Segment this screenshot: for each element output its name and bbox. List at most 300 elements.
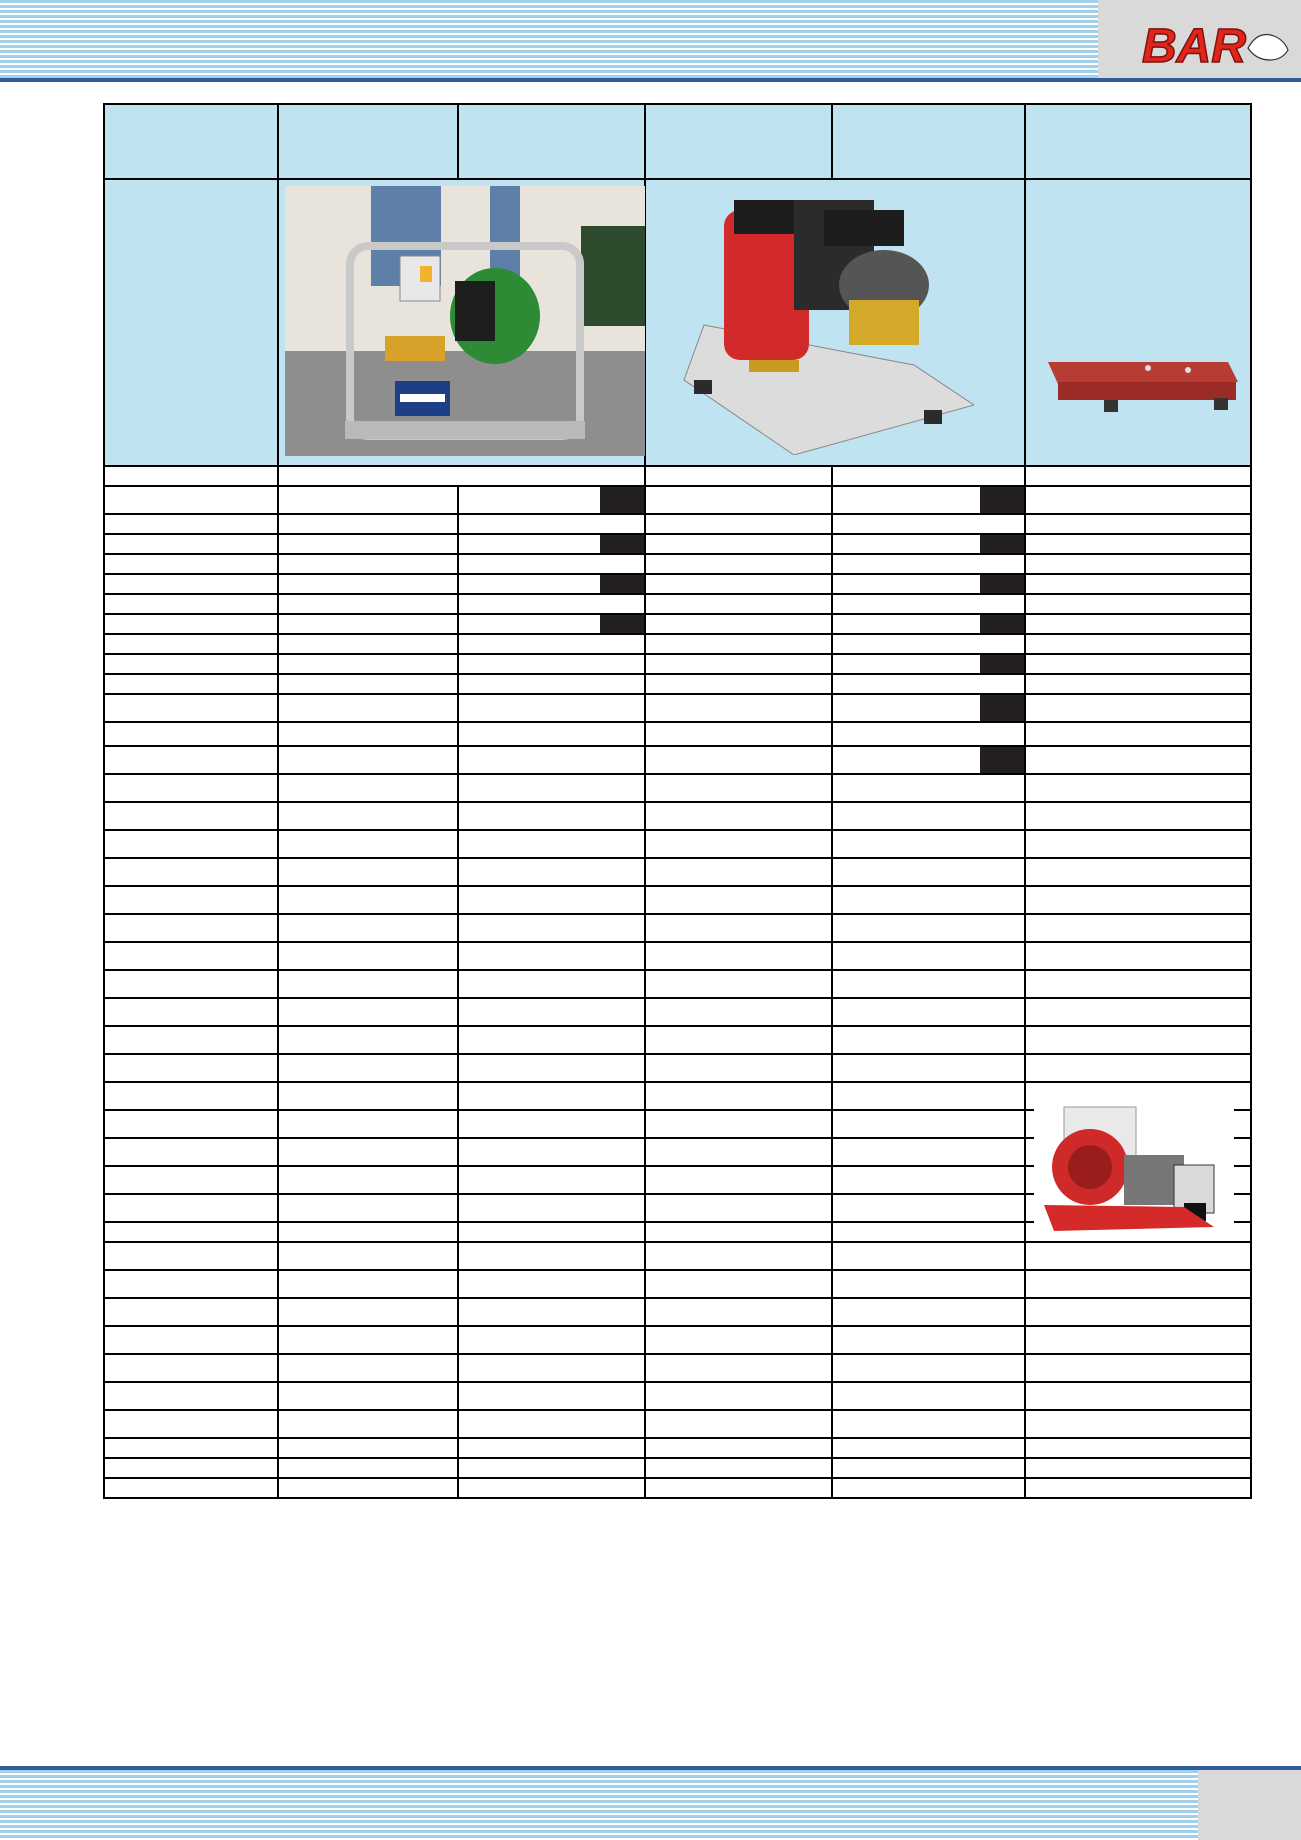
table-cell	[645, 774, 832, 802]
table-cell	[832, 1382, 1025, 1410]
table-cell	[278, 858, 458, 886]
table-cell	[1025, 1438, 1251, 1458]
unit1-photo-cell	[278, 179, 645, 466]
table-row	[104, 802, 1251, 830]
table-cell	[458, 654, 645, 674]
table-cell	[645, 574, 832, 594]
table-cell	[458, 942, 645, 970]
table-row	[104, 1270, 1251, 1298]
table-cell	[104, 998, 278, 1026]
table-cell	[278, 1110, 458, 1138]
header-cell	[1025, 104, 1251, 179]
table-cell	[278, 594, 458, 614]
table-row	[104, 1410, 1251, 1438]
table-cell	[104, 514, 278, 534]
table-cell	[645, 1458, 832, 1478]
table-row	[104, 746, 1251, 774]
table-cell	[1025, 746, 1251, 774]
table-cell	[104, 466, 278, 486]
table-cell	[458, 1458, 645, 1478]
table-cell	[645, 554, 832, 574]
dark-marker-cell	[980, 747, 1024, 773]
table-row	[104, 886, 1251, 914]
table-cell	[278, 1270, 458, 1298]
table-cell	[458, 746, 645, 774]
table-cell	[104, 830, 278, 858]
table-row	[104, 914, 1251, 942]
table-row	[104, 1478, 1251, 1498]
logo-text: BAR	[1142, 20, 1246, 73]
table-cell	[458, 1298, 645, 1326]
table-cell	[458, 1438, 645, 1458]
table-cell	[1025, 534, 1251, 554]
table-cell	[104, 1082, 278, 1110]
table-cell	[832, 1298, 1025, 1326]
dark-marker-cell	[980, 535, 1024, 553]
table-cell	[278, 1298, 458, 1326]
table-cell	[278, 574, 458, 594]
table-cell	[1025, 1382, 1251, 1410]
table-cell	[645, 1054, 832, 1082]
table-cell	[458, 970, 645, 998]
table-cell	[458, 1354, 645, 1382]
table-cell	[1025, 1242, 1251, 1270]
table-cell	[458, 858, 645, 886]
table-cell	[1025, 634, 1251, 654]
table-cell	[458, 1110, 645, 1138]
table-cell	[832, 674, 1025, 694]
table-cell	[645, 1166, 832, 1194]
table-cell	[104, 1298, 278, 1326]
table-cell	[645, 634, 832, 654]
table-cell	[832, 574, 1025, 594]
unit3-photo-cell	[1025, 179, 1251, 466]
header-cell	[645, 104, 832, 179]
dark-marker-cell	[600, 487, 644, 513]
table-row	[104, 1354, 1251, 1382]
table-cell	[458, 634, 645, 654]
table-cell	[458, 802, 645, 830]
table-cell	[1025, 694, 1251, 722]
diesel-pressure-washer-frame-photo	[285, 186, 645, 456]
table-cell	[1025, 594, 1251, 614]
table-cell	[104, 1194, 278, 1222]
table-cell	[278, 1242, 458, 1270]
table-cell	[645, 722, 832, 746]
table-cell	[278, 998, 458, 1026]
dark-marker-cell	[980, 655, 1024, 673]
table-row	[104, 534, 1251, 554]
table-cell	[278, 634, 458, 654]
unit4-photo-box	[1034, 1095, 1234, 1240]
table-cell	[278, 1410, 458, 1438]
table-cell	[104, 1478, 278, 1498]
table-cell	[645, 830, 832, 858]
table-cell	[645, 654, 832, 674]
table-cell	[832, 1026, 1025, 1054]
table-cell	[832, 1054, 1025, 1082]
table-cell	[1025, 970, 1251, 998]
table-cell	[104, 1382, 278, 1410]
table-cell	[104, 914, 278, 942]
table-cell	[832, 1242, 1025, 1270]
table-cell	[832, 1166, 1025, 1194]
table-cell	[645, 1410, 832, 1438]
table-row	[104, 774, 1251, 802]
table-cell	[104, 746, 278, 774]
table-cell	[104, 614, 278, 634]
table-cell	[458, 554, 645, 574]
table-cell	[458, 998, 645, 1026]
top-stripe-band	[0, 0, 1098, 78]
table-cell	[458, 594, 645, 614]
table-row	[104, 722, 1251, 746]
table-cell	[458, 1054, 645, 1082]
table-cell	[645, 1298, 832, 1326]
table-cell	[458, 1026, 645, 1054]
table-cell	[458, 1382, 645, 1410]
table-row	[104, 554, 1251, 574]
table-cell	[278, 614, 458, 634]
table-cell	[458, 534, 645, 554]
table-row	[104, 486, 1251, 514]
table-cell	[278, 1354, 458, 1382]
table-cell	[278, 746, 458, 774]
dark-marker-cell	[980, 615, 1024, 633]
table-cell	[104, 674, 278, 694]
unit2-photo-cell	[645, 179, 1025, 466]
bottom-stripe-band	[0, 1770, 1198, 1840]
table-row	[104, 1054, 1251, 1082]
table-cell	[832, 1110, 1025, 1138]
table-cell	[458, 830, 645, 858]
table-cell	[832, 802, 1025, 830]
table-cell	[645, 746, 832, 774]
table-cell	[104, 774, 278, 802]
table-cell	[645, 914, 832, 942]
table-cell	[278, 1326, 458, 1354]
table-cell	[458, 614, 645, 634]
polar-bear-icon	[1248, 35, 1288, 61]
table-cell	[1025, 942, 1251, 970]
table-cell	[458, 1166, 645, 1194]
table-cell	[645, 1222, 832, 1242]
table-cell	[278, 970, 458, 998]
table-cell	[104, 594, 278, 614]
table-cell	[1025, 1054, 1251, 1082]
table-cell	[458, 1138, 645, 1166]
header-cell	[832, 104, 1025, 179]
table-cell	[104, 694, 278, 722]
table-cell	[458, 1242, 645, 1270]
image-row-label-cell	[104, 179, 278, 466]
table-cell	[458, 514, 645, 534]
header-cell	[458, 104, 645, 179]
dark-marker-cell	[980, 487, 1024, 513]
table-cell	[104, 970, 278, 998]
table-cell	[104, 554, 278, 574]
table-cell	[1025, 514, 1251, 534]
table-cell	[645, 1478, 832, 1498]
table-cell	[278, 1054, 458, 1082]
table-cell	[458, 1326, 645, 1354]
table-row	[104, 970, 1251, 998]
table-cell	[1025, 654, 1251, 674]
table-cell	[458, 1478, 645, 1498]
table-cell	[832, 1354, 1025, 1382]
top-rule	[0, 78, 1301, 82]
table-cell	[645, 534, 832, 554]
table-cell	[1025, 802, 1251, 830]
page-number-box	[1198, 1770, 1301, 1840]
table-cell	[645, 1326, 832, 1354]
table-cell	[278, 534, 458, 554]
table-cell	[104, 486, 278, 514]
table-cell	[458, 886, 645, 914]
table-cell	[458, 774, 645, 802]
table-cell	[645, 694, 832, 722]
table-cell	[278, 774, 458, 802]
table-cell	[278, 1222, 458, 1242]
table-cell	[832, 942, 1025, 970]
table-cell	[278, 1194, 458, 1222]
table-cell	[278, 486, 458, 514]
table-header-row	[104, 104, 1251, 179]
table-cell	[832, 858, 1025, 886]
table-cell	[278, 1138, 458, 1166]
table-cell	[832, 774, 1025, 802]
table-cell	[278, 802, 458, 830]
table-cell	[1025, 998, 1251, 1026]
dark-marker-cell	[600, 575, 644, 593]
table-cell	[1025, 1298, 1251, 1326]
table-cell	[458, 722, 645, 746]
table-cell	[104, 1138, 278, 1166]
dark-marker-cell	[600, 615, 644, 633]
table-cell	[832, 554, 1025, 574]
table-cell	[645, 466, 832, 486]
table-cell	[832, 1458, 1025, 1478]
table-cell	[278, 914, 458, 942]
table-cell	[832, 1138, 1025, 1166]
table-cell	[278, 694, 458, 722]
table-cell	[832, 486, 1025, 514]
table-row	[104, 654, 1251, 674]
table-cell	[104, 1054, 278, 1082]
table-cell	[832, 1082, 1025, 1110]
table-row	[104, 942, 1251, 970]
table-cell	[1025, 774, 1251, 802]
table-cell	[832, 1438, 1025, 1458]
table-cell	[104, 722, 278, 746]
table-cell	[1025, 1326, 1251, 1354]
product-image-row	[104, 179, 1251, 466]
table-cell	[104, 1326, 278, 1354]
table-cell	[832, 830, 1025, 858]
table-cell	[832, 1410, 1025, 1438]
table-cell	[832, 1478, 1025, 1498]
table-cell	[104, 574, 278, 594]
table-cell	[832, 1270, 1025, 1298]
table-cell	[832, 594, 1025, 614]
table-cell	[104, 654, 278, 674]
table-cell	[458, 1082, 645, 1110]
table-cell	[458, 486, 645, 514]
header-cell	[278, 104, 458, 179]
table-cell	[1025, 554, 1251, 574]
table-cell	[278, 654, 458, 674]
table-cell	[645, 1110, 832, 1138]
table-cell	[832, 614, 1025, 634]
brand-logo-box	[1098, 0, 1301, 78]
table-row	[104, 1326, 1251, 1354]
red-base-plate-photo	[1038, 342, 1238, 422]
table-cell	[278, 722, 458, 746]
table-cell	[1025, 614, 1251, 634]
header-cell	[104, 104, 278, 179]
table-cell	[832, 634, 1025, 654]
table-cell	[104, 1458, 278, 1478]
table-row	[104, 1298, 1251, 1326]
table-cell	[104, 1270, 278, 1298]
table-cell	[832, 1222, 1025, 1242]
table-cell	[645, 1026, 832, 1054]
table-cell	[104, 886, 278, 914]
table-cell	[278, 1458, 458, 1478]
table-cell	[104, 1110, 278, 1138]
table-cell	[104, 534, 278, 554]
table-row	[104, 1382, 1251, 1410]
table-row	[104, 634, 1251, 654]
bar-logo	[1098, 0, 1301, 78]
table-cell	[832, 654, 1025, 674]
table-cell	[458, 1194, 645, 1222]
table-cell	[278, 466, 645, 486]
table-cell	[832, 722, 1025, 746]
table-cell	[458, 1222, 645, 1242]
table-cell	[645, 970, 832, 998]
table-cell	[645, 1242, 832, 1270]
table-cell	[278, 674, 458, 694]
table-cell	[104, 1438, 278, 1458]
table-cell	[104, 802, 278, 830]
table-cell	[104, 1026, 278, 1054]
table-cell	[832, 1326, 1025, 1354]
table-cell	[1025, 466, 1251, 486]
table-cell	[832, 514, 1025, 534]
table-cell	[645, 858, 832, 886]
table-row	[104, 830, 1251, 858]
table-cell	[832, 970, 1025, 998]
table-cell	[278, 942, 458, 970]
table-cell	[645, 514, 832, 534]
table-cell	[458, 694, 645, 722]
table-cell	[645, 1438, 832, 1458]
table-cell	[458, 914, 645, 942]
table-cell	[278, 1082, 458, 1110]
table-cell	[832, 886, 1025, 914]
table-row	[104, 614, 1251, 634]
table-row	[104, 514, 1251, 534]
table-cell	[645, 674, 832, 694]
table-row	[104, 574, 1251, 594]
table-cell	[1025, 886, 1251, 914]
table-cell	[278, 514, 458, 534]
table-cell	[1025, 830, 1251, 858]
table-cell	[645, 1082, 832, 1110]
table-row	[104, 594, 1251, 614]
table-cell	[645, 1354, 832, 1382]
table-cell	[832, 998, 1025, 1026]
table-cell	[104, 1354, 278, 1382]
table-cell	[278, 1438, 458, 1458]
table-cell	[1025, 1354, 1251, 1382]
table-cell	[832, 1194, 1025, 1222]
table-cell	[104, 1242, 278, 1270]
table-cell	[645, 998, 832, 1026]
table-cell	[832, 534, 1025, 554]
table-cell	[1025, 1026, 1251, 1054]
table-cell	[104, 858, 278, 886]
table-row	[104, 1438, 1251, 1458]
table-cell	[278, 1166, 458, 1194]
table-cell	[104, 1222, 278, 1242]
table-cell	[458, 1410, 645, 1438]
table-cell	[645, 1270, 832, 1298]
table-cell	[1025, 858, 1251, 886]
honda-engine-pump-unit-photo	[1034, 1095, 1234, 1240]
table-cell	[104, 634, 278, 654]
table-cell	[278, 1382, 458, 1410]
table-row	[104, 694, 1251, 722]
table-cell	[104, 1410, 278, 1438]
table-cell	[832, 746, 1025, 774]
table-cell	[278, 1478, 458, 1498]
table-row	[104, 998, 1251, 1026]
table-cell	[832, 914, 1025, 942]
table-cell	[1025, 1270, 1251, 1298]
table-row	[104, 858, 1251, 886]
table-cell	[832, 694, 1025, 722]
table-cell	[104, 1166, 278, 1194]
table-row	[104, 466, 1251, 486]
table-cell	[645, 486, 832, 514]
table-cell	[458, 574, 645, 594]
table-cell	[1025, 1458, 1251, 1478]
table-cell	[645, 1382, 832, 1410]
table-cell	[645, 942, 832, 970]
dark-marker-cell	[980, 695, 1024, 721]
table-cell	[1025, 1410, 1251, 1438]
table-cell	[1025, 1478, 1251, 1498]
table-cell	[278, 554, 458, 574]
table-cell	[1025, 574, 1251, 594]
table-cell	[1025, 914, 1251, 942]
table-cell	[645, 614, 832, 634]
table-cell	[645, 802, 832, 830]
twin-engine-pump-skid-photo	[674, 190, 974, 455]
table-row	[104, 1242, 1251, 1270]
specification-table	[103, 103, 1252, 1499]
table-cell	[645, 1138, 832, 1166]
table-cell	[1025, 486, 1251, 514]
table-cell	[278, 1026, 458, 1054]
table-row	[104, 674, 1251, 694]
table-cell	[458, 674, 645, 694]
table-cell	[278, 830, 458, 858]
dark-marker-cell	[980, 575, 1024, 593]
table-cell	[645, 1194, 832, 1222]
